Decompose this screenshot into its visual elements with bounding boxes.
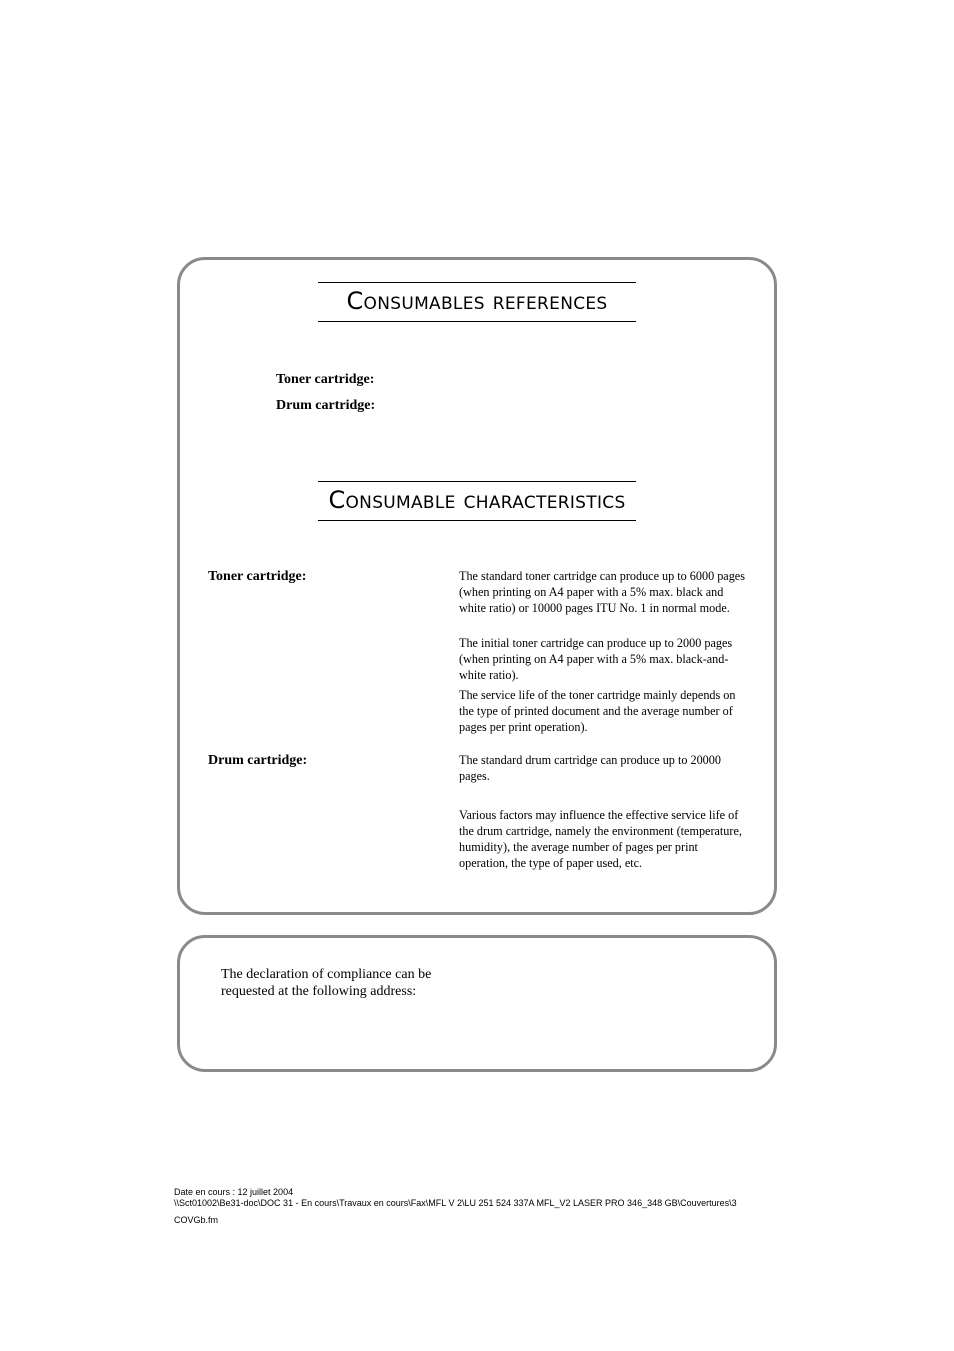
consumable-characteristics-title [318, 481, 636, 521]
toner-initial-paragraph: The initial toner cartridge can produce up to 2000 pages (when printing on A4 paper with a 5% max. black-and-white ratio). [459, 636, 733, 682]
reference-toner-label: Toner cartridge: [276, 372, 375, 387]
drum-factors-paragraph: Various factors may influence the effective service life of the drum cartridge, namely the environment (temperature, humidity), the average number of pages per print operation, the type of paper used, etc. [459, 808, 742, 870]
compliance-text: The declaration of compliance can be requested at the following address: [221, 967, 432, 999]
footer-path: \\Sct01002\Be31-doc\DOC 31 - En cours\Travaux en cours\Fax\MFL V 2\LU 251 524 337A MFL_V2 LASER PRO 346_348 GB\Couvertures\3 [174, 1198, 737, 1208]
consumable-characteristics-title-text: Consumable characteristics [328, 486, 626, 514]
footer-file: COVGb.fm [174, 1215, 219, 1225]
toner-service-life-paragraph: The service life of the toner cartridge mainly depends on the type of printed document and the average number of pages per print operation). [459, 688, 736, 734]
footer-date: Date en cours : 12 juillet 2004 [174, 1187, 294, 1197]
toner-standard-paragraph: The standard toner cartridge can produce up to 6000 pages (when printing on A4 paper with a 5% max. black and white ratio) or 10000 pages ITU No. 1 in normal mode. [459, 569, 745, 615]
drum-standard-paragraph: The standard drum cartridge can produce up to 20000 pages. [459, 753, 721, 783]
consumables-references-title: Consumables references [318, 282, 636, 322]
compliance-panel [177, 935, 777, 1072]
characteristics-toner-label: Toner cartridge: [208, 569, 307, 584]
characteristics-drum-label: Drum cartridge: [208, 753, 308, 768]
reference-drum-label: Drum cartridge: [276, 398, 376, 413]
